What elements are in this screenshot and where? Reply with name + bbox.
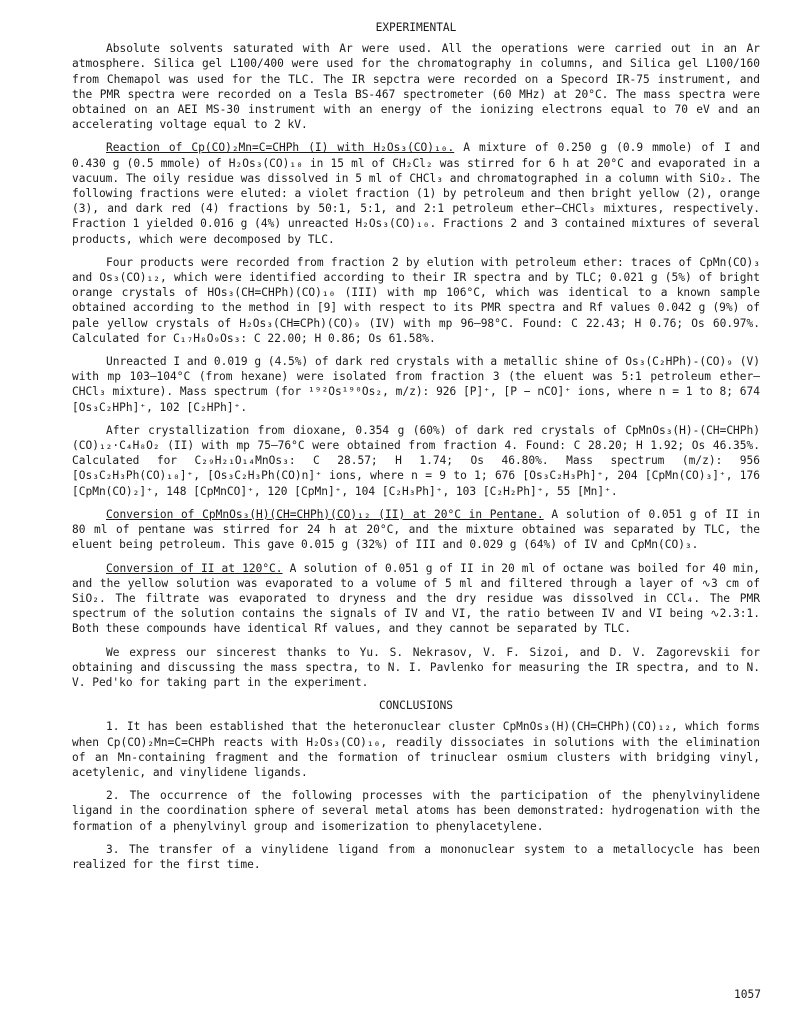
- paragraph-reaction: [72, 140, 760, 246]
- page-number: 1057: [734, 988, 761, 1001]
- paragraph-reaction-body: A mixture of 0.250 g (0.9 mmole) of I and 0.430 g (0.5 mmole) of H₂Os₃(CO)₁₀ in 15 ml of CH₂Cl₂ was stirred for 6 h at 20°C and evaporated in a vacuum. The oily residue was dissolved in 5 ml of CHCl₃ and chromatographed in a column with SiO₂. The following fractions were eluted: a violet fraction (1) by petroleum and then bright yellow (2), orange (3), and dark red (4) fractions by 50:1, 5:1, and 2:1 petroleum ether—CHCl₃ mixtures, respectively. Fraction 1 yielded 0.016 g (4%) unreacted H₂Os₃(CO)₁₀. Fractions 2 and 3 contained mixtures of several products, which were decomposed by TLC.: [72, 141, 760, 246]
- paragraph-acknowledgements: We express our sincerest thanks to Yu. S. Nekrasov, V. F. Sizoi, and D. V. Zagorevskii for obtaining and discussing the mass spectra, to N. I. Pavlenko for measuring the IR spectra, and to N. V. Ped'ko for taking part in the experiment.: [72, 645, 760, 689]
- paragraph-general-conditions: Absolute solvents saturated with Ar were used. All the operations were carried out in an Ar atmosphere. Silica gel L100/400 were used for the chromatography in columns, and Silica gel L100/160 from Chemapol was used for the TLC. The IR sepctra were recorded on a Specord IR-75 instrument, and the PMR spectra were recorded on a Tesla BS-467 spectrometer (60 MHz) at 20°C. The mass spectra were obtained on an AEI MS-30 instrument with an energy of the ionizing electrons equal to 70 eV and an accelerating voltage equal to 2 kV.: [72, 42, 760, 132]
- paragraph-conversion-120-body: A solution of 0.051 g of II in 20 ml of octane was boiled for 40 min, and the yellow solution was evaporated to a volume of 5 ml and filtered through a layer of ∿3 cm of SiO₂. The filtrate was evaporated to dryness and the dry residue was dissolved in CCl₄. The PMR spectrum of the solution contains the signals of IV and VI, the ratio between IV and VI being ∿2.3:1. Both these compounds have identical Rf values, and they cannot be separated by TLC.: [72, 561, 760, 636]
- conclusion-2: 2. The occurrence of the following processes with the participation of the phenylvinylidene ligand in the coordination sphere of several metal atoms has been demonstrated: hydrogenation with the formation of a phenylvinyl group and isomerization to phenylacetylene.: [72, 789, 760, 833]
- paragraph-conversion-pentane: [72, 507, 760, 553]
- conclusion-1: 1. It has been established that the heteronuclear cluster CpMnOs₃(H)(CH=CHPh)(CO)₁₂, which forms when Cp(CO)₂Mn=C=CHPh reacts with H₂Os₃(CO)₁₀, readily dissociates in solutions with the elimination of an Mn-containing fragment and the formation of trinuclear osmium clusters with bridging vinyl, acetylenic, and vinylidene ligands.: [72, 720, 760, 779]
- paragraph-conversion-120: [72, 561, 760, 637]
- paragraph-fraction-4: After crystallization from dioxane, 0.354 g (60%) of dark red crystals of CpMnOs₃(H)-(CH=CHPh)(CO)₁₂·C₄H₈O₂ (II) with mp 75–76°C were obtained from fraction 4. Found: C 28.20; H 1.92; Os 46.35%. Calculated for C₂₉H₂₁O₁₄MnOs₃: C 28.57; H 1.74; Os 46.80%. Mass spectrum (m/z): 956 [Os₃C₂H₃Ph(CO)₁₀]⁺, [Os₃C₂H₃Ph(CO)n]⁺ ions, where n = 9 to 1; 676 [Os₃C₂H₃Ph]⁺, 204 [CpMn(CO)₃]⁺, 176 [CpMn(CO)₂]⁺, 148 [CpMnCO]⁺, 120 [CpMn]⁺, 104 [C₂H₃Ph]⁺, 103 [C₂H₂Ph]⁺, 55 [Mn]⁺.: [72, 423, 760, 498]
- paragraph-conversion-pentane-body: A solution of 0.051 g of II in 80 ml of pentane was stirred for 24 h at 20°C, and the mixture obtained was separated by TLC, the eluent being petroleum. This gave 0.015 g (32%) of III and 0.029 g (64%) of IV and CpMn(CO)₃.: [72, 507, 760, 552]
- section-heading-experimental: EXPERIMENTAL: [375, 21, 457, 34]
- paragraph-fraction-3: Unreacted I and 0.019 g (4.5%) of dark red crystals with a metallic shine of Os₃(C₂HPh)-(CO)₉ (V) with mp 103–104°C (from hexane) were isolated from fraction 3 (the eluent was 5:1 petroleum ether—CHCl₃ mixture). Mass spectrum (for ¹⁹²Os¹⁹⁰Os₂, m/z): 926 [P]⁺, [P − nCO]⁺ ions, where n = 1 to 8; 674 [Os₃C₂HPh]⁺, 102 [C₂HPh]⁺.: [72, 355, 760, 414]
- paragraph-fraction-2: Four products were recorded from fraction 2 by elution with petroleum ether: traces of CpMn(CO)₃ and Os₃(CO)₁₂, which were identified according to their IR spectra and by TLC; 0.021 g (5%) of bright orange crystals of HOs₃(CH=CHPh)(CO)₁₀ (III) with mp 106°C, which was identical to a known sample obtained according to the method in [9] with respect to its PMR spectra and Rf values 0.042 g (9%) of pale yellow crystals of H₂Os₃(CH≡CPh)(CO)₉ (IV) with mp 96–98°C. Found: C 22.43; H 0.76; Os 60.97%. Calculated for C₁₇H₈O₉Os₃: C 22.00; H 0.86; Os 61.58%.: [72, 255, 760, 345]
- section-heading-conclusions: CONCLUSIONS: [378, 699, 454, 713]
- page-body: [72, 20, 760, 880]
- subheading-reaction: Reaction of Cp(CO)₂Mn=C=CHPh (I) with H₂Os₃(CO)₁₀.: [106, 141, 455, 155]
- subheading-conversion-pentane: Conversion of CpMnOs₃(H)(CH=CHPh)(CO)₁₂ (II) at 20°C in Pentane.: [106, 507, 544, 521]
- subheading-conversion-120: Conversion of II at 120°C.: [106, 561, 283, 575]
- conclusion-3: 3. The transfer of a vinylidene ligand from a mononuclear system to a metallocycle has been realized for the first time.: [72, 842, 760, 871]
